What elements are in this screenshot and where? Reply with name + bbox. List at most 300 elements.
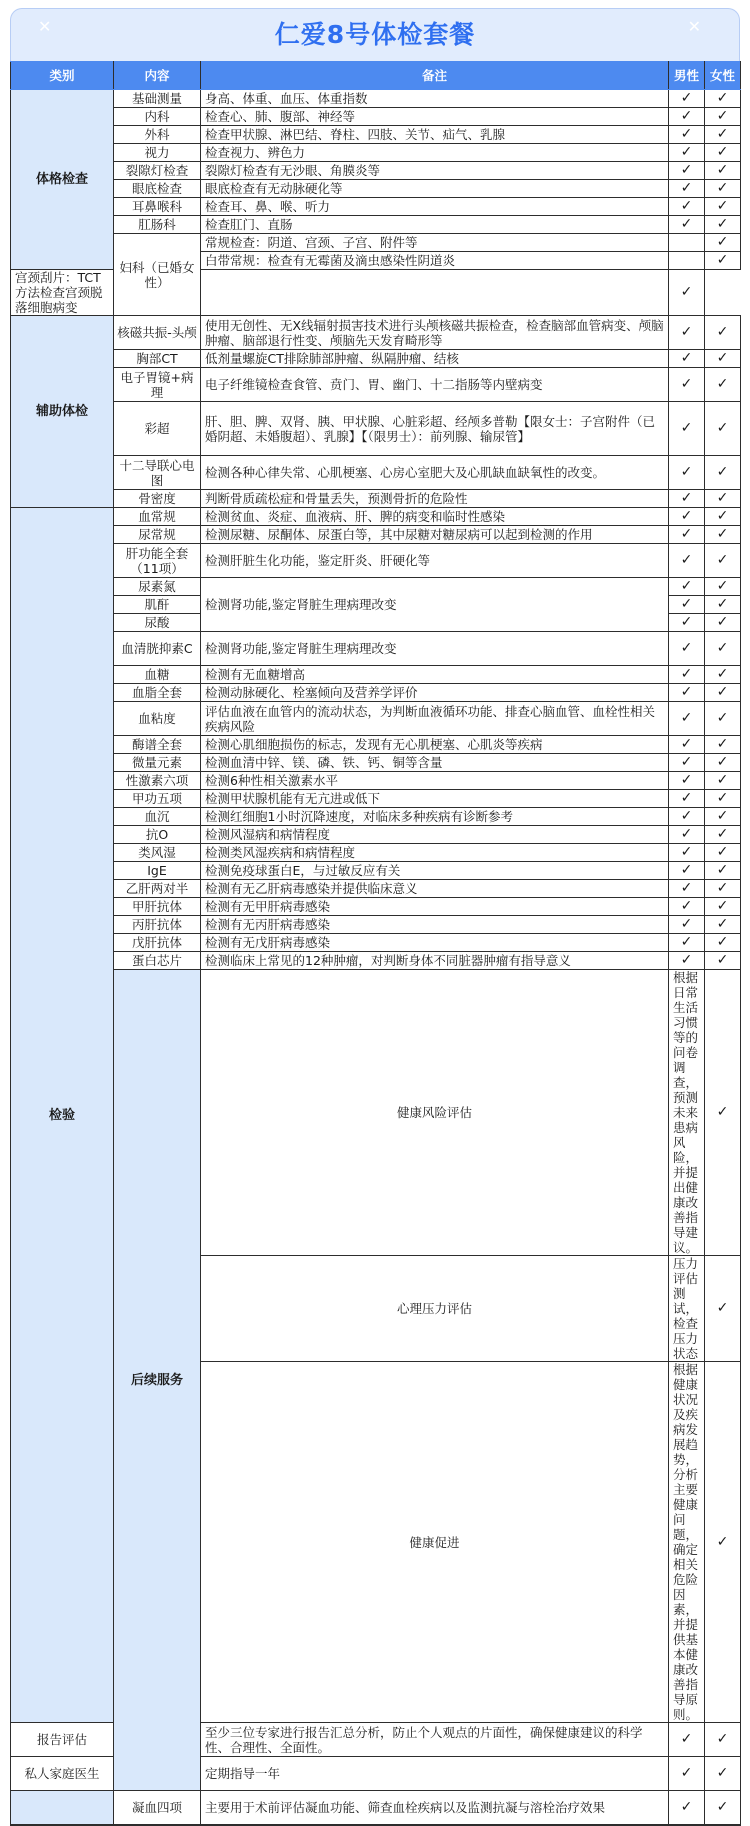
note-cell: 检测动脉硬化、栓塞倾向及营养学评价	[201, 684, 669, 702]
female-check-cell	[705, 666, 741, 684]
check-icon: ✓	[716, 844, 729, 860]
table-row	[11, 916, 741, 934]
male-check-cell	[669, 526, 705, 544]
table-row	[11, 508, 741, 526]
item-cell: 肌酐	[114, 596, 201, 614]
table-row	[11, 1791, 741, 1825]
item-cell: 内科	[114, 108, 201, 126]
male-check-cell	[669, 596, 705, 614]
check-icon: ✓	[716, 508, 729, 524]
note-cell: 检测6种性相关激素水平	[201, 772, 669, 790]
check-icon: ✓	[716, 108, 729, 124]
check-icon: ✓	[680, 324, 693, 340]
female-check-cell	[705, 578, 741, 596]
check-icon: ✓	[680, 640, 693, 656]
note-cell: 眼底检查有无动脉硬化等	[201, 180, 669, 198]
note-cell: 检查视力、辨色力	[201, 144, 669, 162]
table-row	[11, 144, 741, 162]
item-cell: 蛋白芯片	[114, 952, 201, 970]
male-check-cell	[669, 702, 705, 736]
item-cell: 胸部CT	[114, 350, 201, 368]
check-icon: ✓	[716, 736, 729, 752]
check-icon: ✓	[680, 684, 693, 700]
table-row	[11, 666, 741, 684]
table-row	[11, 684, 741, 702]
female-check-cell	[669, 270, 705, 316]
checkup-table	[10, 61, 741, 1826]
table-row	[11, 216, 741, 234]
note-cell: 检测尿糖、尿酮体、尿蛋白等，其中尿糖对糖尿病可以起到检测的作用	[201, 526, 669, 544]
check-icon: ✓	[680, 126, 693, 142]
female-check-cell	[705, 862, 741, 880]
note-cell: 检查肛门、直肠	[201, 216, 669, 234]
female-check-cell	[705, 632, 741, 666]
note-cell: 检测临床上常见的12种肿瘤，对判断身体不同脏器肿瘤有指导意义	[201, 952, 669, 970]
check-icon: ✓	[716, 1104, 729, 1120]
male-check-cell	[201, 270, 669, 316]
check-icon: ✓	[716, 1731, 729, 1747]
table-row	[11, 952, 741, 970]
check-icon: ✓	[716, 790, 729, 806]
female-check-cell	[705, 1723, 741, 1757]
check-icon: ✓	[716, 198, 729, 214]
check-icon: ✓	[716, 826, 729, 842]
item-cell: 尿素氮	[114, 578, 201, 596]
check-icon: ✓	[716, 916, 729, 932]
female-check-cell	[705, 934, 741, 952]
male-check-cell	[705, 970, 741, 1256]
female-check-cell	[705, 490, 741, 508]
female-check-cell	[705, 898, 741, 916]
note-cell: 检测风湿病和病情程度	[201, 826, 669, 844]
female-check-cell	[705, 702, 741, 736]
table-row	[11, 350, 741, 368]
check-icon: ✓	[716, 1798, 729, 1815]
item-cell: 健康促进	[201, 1362, 669, 1723]
item-cell: 妇科（已婚女性）	[114, 234, 201, 316]
table-row	[11, 880, 741, 898]
female-check-cell	[705, 252, 741, 270]
note-cell: 检测免疫球蛋白E，与过敏反应有关	[201, 862, 669, 880]
header-content: 内容	[114, 62, 201, 90]
check-icon: ✓	[680, 898, 693, 914]
table-row	[11, 934, 741, 952]
male-check-cell	[669, 614, 705, 632]
item-cell: 骨密度	[114, 490, 201, 508]
check-icon: ✓	[716, 552, 729, 568]
table-row	[11, 402, 741, 456]
check-icon: ✓	[680, 180, 693, 196]
category-cell	[11, 1791, 114, 1825]
check-icon: ✓	[680, 464, 693, 480]
male-check-cell	[669, 1757, 705, 1791]
item-cell: 乙肝两对半	[114, 880, 201, 898]
note-cell: 检测血清中锌、镁、磷、铁、钙、铜等含量	[201, 754, 669, 772]
item-cell: 凝血四项	[114, 1791, 201, 1825]
check-icon: ✓	[680, 808, 693, 824]
female-check-cell	[705, 316, 741, 350]
check-icon: ✓	[680, 772, 693, 788]
table-row	[11, 808, 741, 826]
check-icon: ✓	[716, 376, 729, 392]
check-icon: ✓	[680, 490, 693, 506]
check-icon: ✓	[680, 934, 693, 950]
check-icon: ✓	[716, 216, 729, 232]
check-icon: ✓	[716, 596, 729, 612]
table-row	[11, 368, 741, 402]
note-cell: 根据健康状况及疾病发展趋势，分析主要健康问题，确定相关危险因素，并提供基本健康改善指导原则。	[669, 1362, 705, 1723]
table-header-row	[11, 62, 741, 90]
female-check-cell	[705, 952, 741, 970]
item-cell: 血常规	[114, 508, 201, 526]
check-icon: ✓	[716, 1765, 729, 1781]
item-cell: 血糖	[114, 666, 201, 684]
header-female: 女性	[705, 62, 741, 90]
check-icon: ✓	[716, 144, 729, 160]
title-banner	[10, 8, 740, 61]
table-row	[11, 826, 741, 844]
item-cell: 肝功能全套（11项）	[114, 544, 201, 578]
item-cell: 抗O	[114, 826, 201, 844]
item-cell: 类风湿	[114, 844, 201, 862]
note-cell: 检测甲状腺机能有无亢进或低下	[201, 790, 669, 808]
table-row	[11, 578, 741, 596]
male-check-cell	[669, 402, 705, 456]
table-row	[11, 180, 741, 198]
female-check-cell	[705, 456, 741, 490]
table-row	[11, 490, 741, 508]
check-icon: ✓	[680, 1798, 693, 1815]
table-row	[11, 754, 741, 772]
male-check-cell	[669, 916, 705, 934]
note-cell: 检测肾功能,鉴定肾脏生理病理改变	[201, 578, 669, 632]
item-cell: 戊肝抗体	[114, 934, 201, 952]
table-row	[11, 898, 741, 916]
male-check-cell	[669, 790, 705, 808]
item-cell: 十二导联心电图	[114, 456, 201, 490]
close-icon[interactable]: ✕	[38, 17, 52, 36]
female-check-cell	[705, 684, 741, 702]
check-icon: ✓	[716, 324, 729, 340]
close-icon[interactable]: ✕	[687, 17, 701, 36]
female-check-cell	[705, 216, 741, 234]
check-icon: ✓	[716, 90, 729, 106]
male-check-cell	[669, 350, 705, 368]
check-icon: ✓	[716, 754, 729, 770]
note-cell: 检测各种心律失常、心肌梗塞、心房心室肥大及心肌缺血缺氧性的改变。	[201, 456, 669, 490]
check-icon: ✓	[680, 350, 693, 366]
table-row	[11, 316, 741, 350]
male-check-cell	[669, 632, 705, 666]
male-check-cell	[669, 736, 705, 754]
note-cell: 电子纤维镜检查食管、贲门、胃、幽门、十二指肠等内壁病变	[201, 368, 669, 402]
check-icon: ✓	[716, 420, 729, 436]
header-male: 男性	[669, 62, 705, 90]
female-check-cell	[705, 234, 741, 252]
note-cell: 白带常规：检查有无霉菌及滴虫感染性阴道炎	[201, 252, 669, 270]
male-check-cell	[705, 1362, 741, 1723]
note-cell: 主要用于术前评估凝血功能、筛查血栓疾病以及监测抗凝与溶栓治疗效果	[201, 1791, 669, 1825]
table-row	[11, 544, 741, 578]
header-category: 类别	[11, 62, 114, 90]
table-row	[11, 862, 741, 880]
check-icon: ✓	[716, 640, 729, 656]
item-cell: 核磁共振-头颅	[114, 316, 201, 350]
female-check-cell	[705, 1757, 741, 1791]
check-icon: ✓	[716, 1300, 729, 1316]
female-check-cell	[705, 826, 741, 844]
check-icon: ✓	[680, 736, 693, 752]
table-row	[11, 162, 741, 180]
note-cell: 至少三位专家进行报告汇总分析，防止个人观点的片面性，确保健康建议的科学性、合理性、全面性。	[201, 1723, 669, 1757]
table-row	[11, 126, 741, 144]
item-cell: 丙肝抗体	[114, 916, 201, 934]
table-row	[11, 970, 741, 1256]
male-check-cell	[669, 108, 705, 126]
male-check-cell	[669, 666, 705, 684]
check-icon: ✓	[680, 1731, 693, 1747]
check-icon: ✓	[680, 666, 693, 682]
female-check-cell	[705, 90, 741, 108]
male-check-cell	[669, 180, 705, 198]
female-check-cell	[705, 790, 741, 808]
male-check-cell	[669, 862, 705, 880]
item-cell: 肛肠科	[114, 216, 201, 234]
check-icon: ✓	[716, 162, 729, 178]
female-check-cell	[705, 526, 741, 544]
male-check-cell	[669, 252, 705, 270]
category-cell: 辅助体检	[11, 316, 114, 508]
check-icon: ✓	[716, 252, 729, 268]
note-cell: 评估血液在血管内的流动状态，为判断血液循环功能、排查心脑血管、血栓性相关疾病风险	[201, 702, 669, 736]
check-icon: ✓	[680, 216, 693, 232]
male-check-cell	[669, 316, 705, 350]
male-check-cell	[669, 216, 705, 234]
category-cell: 体格检查	[11, 90, 114, 270]
item-cell: 眼底检查	[114, 180, 201, 198]
female-check-cell	[705, 736, 741, 754]
item-cell: IgE	[114, 862, 201, 880]
item-cell: 视力	[114, 144, 201, 162]
check-icon: ✓	[716, 772, 729, 788]
check-icon: ✓	[680, 162, 693, 178]
female-check-cell	[705, 180, 741, 198]
item-cell: 尿常规	[114, 526, 201, 544]
table-body	[11, 90, 741, 1825]
check-icon: ✓	[716, 578, 729, 594]
note-cell: 检查心、肺、腹部、神经等	[201, 108, 669, 126]
male-check-cell	[669, 508, 705, 526]
male-check-cell	[669, 934, 705, 952]
female-check-cell	[705, 1791, 741, 1825]
check-icon: ✓	[716, 952, 729, 968]
female-check-cell	[705, 350, 741, 368]
check-icon: ✓	[716, 464, 729, 480]
check-icon: ✓	[716, 614, 729, 630]
male-check-cell	[669, 198, 705, 216]
note-cell: 检测心肌细胞损伤的标志，发现有无心肌梗塞、心肌炎等疾病	[201, 736, 669, 754]
note-cell: 检查耳、鼻、喉、听力	[201, 198, 669, 216]
female-check-cell	[705, 402, 741, 456]
check-icon: ✓	[716, 180, 729, 196]
item-cell: 裂隙灯检查	[114, 162, 201, 180]
male-check-cell	[669, 844, 705, 862]
check-icon: ✓	[716, 684, 729, 700]
note-cell: 检测有无戊肝病毒感染	[201, 934, 669, 952]
male-check-cell	[669, 808, 705, 826]
check-icon: ✓	[680, 508, 693, 524]
item-cell: 心理压力评估	[201, 1256, 669, 1362]
female-check-cell	[705, 126, 741, 144]
male-check-cell	[669, 578, 705, 596]
category-cell: 后续服务	[114, 970, 201, 1791]
check-icon: ✓	[680, 710, 693, 726]
note-cell: 检测红细胞1小时沉降速度，对临床多种疾病有诊断参考	[201, 808, 669, 826]
male-check-cell	[669, 1791, 705, 1825]
check-icon: ✓	[680, 144, 693, 160]
item-cell: 健康风险评估	[201, 970, 669, 1256]
note-cell: 检测有无丙肝病毒感染	[201, 916, 669, 934]
note-cell: 使用无创性、无X线辐射损害技术进行头颅核磁共振检查，检查脑部血管病变、颅脑肿瘤、脑部退行性变、颅脑先天发育畸形等	[201, 316, 669, 350]
male-check-cell	[669, 898, 705, 916]
item-cell: 甲功五项	[114, 790, 201, 808]
check-icon: ✓	[680, 198, 693, 214]
female-check-cell	[705, 596, 741, 614]
female-check-cell	[705, 144, 741, 162]
male-check-cell	[669, 544, 705, 578]
female-check-cell	[705, 808, 741, 826]
male-check-cell	[669, 754, 705, 772]
male-check-cell	[669, 490, 705, 508]
check-icon: ✓	[716, 898, 729, 914]
note-cell: 检测贫血、炎症、血液病、肝、脾的病变和临时性感染	[201, 508, 669, 526]
item-cell: 血脂全套	[114, 684, 201, 702]
note-cell: 判断骨质疏松症和骨量丢失，预测骨折的危险性	[201, 490, 669, 508]
female-check-cell	[705, 162, 741, 180]
check-icon: ✓	[716, 666, 729, 682]
check-icon: ✓	[716, 126, 729, 142]
male-check-cell	[669, 826, 705, 844]
table-row	[11, 198, 741, 216]
check-icon: ✓	[680, 1765, 693, 1781]
note-cell: 低剂量螺旋CT排除肺部肿瘤、纵隔肿瘤、结核	[201, 350, 669, 368]
item-cell: 耳鼻喉科	[114, 198, 201, 216]
note-cell: 检测有无甲肝病毒感染	[201, 898, 669, 916]
check-icon: ✓	[680, 578, 693, 594]
category-cell: 检验	[11, 508, 114, 1723]
check-icon: ✓	[680, 526, 693, 542]
check-icon: ✓	[716, 1533, 729, 1550]
note-cell: 根据日常生活习惯等的问卷调查，预测未来患病风险，并提出健康改善指导建议。	[669, 970, 705, 1256]
note-cell: 宫颈刮片：TCT方法检查宫颈脱落细胞病变	[11, 270, 114, 316]
item-cell: 尿酸	[114, 614, 201, 632]
note-cell: 常规检查：阴道、宫颈、子宫、附件等	[201, 234, 669, 252]
note-cell: 压力评估测试，检查压力状态	[669, 1256, 705, 1362]
note-cell: 检测有无乙肝病毒感染并提供临床意义	[201, 880, 669, 898]
item-cell: 报告评估	[11, 1723, 114, 1757]
check-icon: ✓	[680, 596, 693, 612]
check-icon: ✓	[716, 490, 729, 506]
check-icon: ✓	[680, 376, 693, 392]
female-check-cell	[705, 544, 741, 578]
note-cell: 检测有无血糖增高	[201, 666, 669, 684]
note-cell: 肝、胆、脾、双肾、胰、甲状腺、心脏彩超、经颅多普勒【限女士：子宫附件（已婚阴超、未婚腹超）、乳腺】【（限男士）：前列腺、输尿管】	[201, 402, 669, 456]
male-check-cell	[669, 880, 705, 898]
table-row	[11, 702, 741, 736]
table-row	[11, 632, 741, 666]
table-row	[11, 456, 741, 490]
note-cell: 检测类风湿疾病和病情程度	[201, 844, 669, 862]
male-check-cell	[669, 126, 705, 144]
check-icon: ✓	[716, 934, 729, 950]
item-cell: 血沉	[114, 808, 201, 826]
item-cell: 血粘度	[114, 702, 201, 736]
item-cell: 甲肝抗体	[114, 898, 201, 916]
check-icon: ✓	[716, 710, 729, 726]
check-icon: ✓	[680, 862, 693, 878]
female-check-cell	[705, 108, 741, 126]
male-check-cell	[669, 144, 705, 162]
table-row	[11, 234, 741, 252]
check-icon: ✓	[716, 526, 729, 542]
check-icon: ✓	[680, 108, 693, 124]
male-check-cell	[669, 162, 705, 180]
male-check-cell	[669, 456, 705, 490]
check-icon: ✓	[680, 754, 693, 770]
page-title: 仁爱8号体检套餐	[274, 20, 476, 49]
check-icon: ✓	[680, 614, 693, 630]
header-note: 备注	[201, 62, 669, 90]
item-cell: 基础测量	[114, 90, 201, 108]
check-icon: ✓	[680, 90, 693, 106]
male-check-cell	[669, 952, 705, 970]
check-icon: ✓	[680, 790, 693, 806]
item-cell: 酶谱全套	[114, 736, 201, 754]
check-icon: ✓	[716, 880, 729, 896]
check-icon: ✓	[716, 350, 729, 366]
table-row	[11, 790, 741, 808]
note-cell: 定期指导一年	[201, 1757, 669, 1791]
check-icon: ✓	[716, 862, 729, 878]
female-check-cell	[705, 508, 741, 526]
check-icon: ✓	[716, 234, 729, 250]
table-row	[11, 772, 741, 790]
female-check-cell	[705, 754, 741, 772]
check-icon: ✓	[680, 552, 693, 568]
item-cell: 私人家庭医生	[11, 1757, 114, 1791]
female-check-cell	[705, 368, 741, 402]
check-icon: ✓	[716, 808, 729, 824]
table-row	[11, 526, 741, 544]
male-check-cell	[669, 90, 705, 108]
table-row	[11, 736, 741, 754]
male-check-cell	[669, 684, 705, 702]
male-check-cell	[669, 368, 705, 402]
note-cell: 检查甲状腺、淋巴结、脊柱、四肢、关节、疝气、乳腺	[201, 126, 669, 144]
item-cell: 彩超	[114, 402, 201, 456]
item-cell: 电子胃镜+病理	[114, 368, 201, 402]
table-row	[11, 844, 741, 862]
note-cell: 身高、体重、血压、体重指数	[201, 90, 669, 108]
check-icon: ✓	[680, 880, 693, 896]
female-check-cell	[705, 198, 741, 216]
item-cell: 外科	[114, 126, 201, 144]
check-icon: ✓	[680, 916, 693, 932]
male-check-cell	[669, 1723, 705, 1757]
male-check-cell	[669, 234, 705, 252]
check-icon: ✓	[680, 952, 693, 968]
male-check-cell	[705, 1256, 741, 1362]
